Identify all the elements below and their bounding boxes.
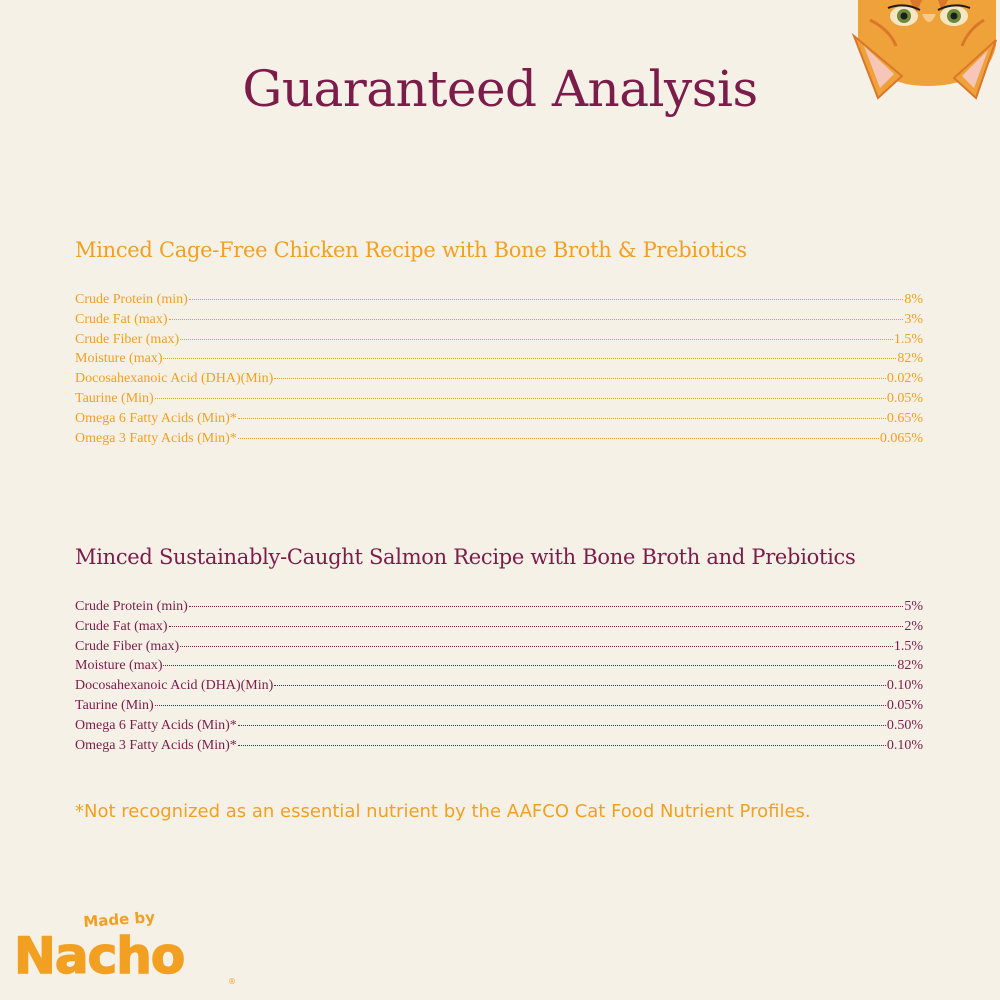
analysis-row (75, 332, 923, 352)
dot-leader (169, 319, 904, 320)
nutrient-label: Crude Fiber (max) (75, 331, 180, 347)
nutrient-value: 0.50% (886, 717, 923, 733)
nutrient-value: 1.5% (893, 638, 923, 654)
nutrient-label: Taurine (Min) (75, 390, 154, 406)
nutrient-value: 3% (904, 311, 923, 327)
analysis-row (75, 718, 923, 738)
nutrient-label: Crude Fat (max) (75, 311, 168, 327)
nutrient-value: 0.065% (879, 430, 923, 446)
nutrient-value: 0.02% (886, 371, 923, 387)
nutrient-label: Docosahexanoic Acid (DHA)(Min) (75, 678, 274, 694)
analysis-row (75, 431, 923, 451)
dot-leader (238, 745, 886, 746)
nutrient-label: Omega 3 Fatty Acids (Min)* (75, 737, 237, 753)
nutrient-value: 0.05% (886, 697, 923, 713)
nutrient-value: 0.10% (886, 737, 923, 753)
brand-tagline: Made by (82, 908, 156, 931)
nutrient-label: Omega 6 Fatty Acids (Min)* (75, 717, 237, 733)
analysis-row (75, 738, 923, 758)
dot-leader (189, 606, 904, 607)
nutrient-label: Docosahexanoic Acid (DHA)(Min) (75, 371, 274, 387)
nutrient-label: Moisture (max) (75, 351, 163, 367)
chicken-recipe-heading: Minced Cage-Free Chicken Recipe with Bone Broth & Prebiotics (75, 238, 747, 262)
analysis-row (75, 371, 923, 391)
dot-leader (189, 299, 904, 300)
dot-leader (238, 438, 879, 439)
dot-leader (274, 685, 886, 686)
nutrient-value: 0.65% (886, 410, 923, 426)
nutrient-label: Taurine (Min) (75, 697, 154, 713)
nutrient-value: 0.05% (886, 390, 923, 406)
dot-leader (169, 626, 904, 627)
brand-name: Nacho (14, 927, 185, 985)
nutrient-value: 1.5% (893, 331, 923, 347)
nutrient-label: Omega 6 Fatty Acids (Min)* (75, 410, 237, 426)
nutrient-label: Crude Protein (min) (75, 292, 188, 307)
nutrient-value: 8% (904, 292, 923, 307)
dot-leader (155, 398, 886, 399)
dot-leader (163, 358, 896, 359)
registered-mark: ® (228, 977, 236, 986)
nutrient-label: Omega 3 Fatty Acids (Min)* (75, 430, 237, 446)
analysis-row (75, 312, 923, 332)
dot-leader (274, 378, 886, 379)
salmon-analysis-list (75, 599, 923, 757)
page-title: Guaranteed Analysis (242, 60, 758, 118)
analysis-row (75, 619, 923, 639)
analysis-row (75, 658, 923, 678)
nutrient-value: 82% (897, 351, 923, 367)
analysis-row (75, 391, 923, 411)
dot-leader (238, 725, 886, 726)
analysis-row (75, 698, 923, 718)
nutrient-value: 82% (897, 658, 923, 674)
analysis-row (75, 678, 923, 698)
nutrient-value: 0.10% (886, 678, 923, 694)
analysis-row (75, 351, 923, 371)
dot-leader (180, 339, 893, 340)
analysis-row (75, 639, 923, 659)
analysis-row (75, 599, 923, 619)
analysis-row (75, 292, 923, 312)
dot-leader (180, 646, 893, 647)
chicken-analysis-list (75, 292, 923, 450)
analysis-row (75, 411, 923, 431)
nutrient-label: Crude Fat (max) (75, 618, 168, 634)
nutrient-value: 5% (904, 599, 923, 614)
nutrient-label: Moisture (max) (75, 658, 163, 674)
dot-leader (238, 418, 886, 419)
dot-leader (163, 665, 896, 666)
nutrient-label: Crude Fiber (max) (75, 638, 180, 654)
dot-leader (155, 705, 886, 706)
salmon-recipe-heading: Minced Sustainably-Caught Salmon Recipe with Bone Broth and Prebiotics (75, 545, 856, 569)
brand-logo (14, 908, 244, 993)
footnote: *Not recognized as an essential nutrient by the AAFCO Cat Food Nutrient Profiles. (75, 801, 811, 822)
nutrient-label: Crude Protein (min) (75, 599, 188, 614)
nutrient-value: 2% (904, 618, 923, 634)
